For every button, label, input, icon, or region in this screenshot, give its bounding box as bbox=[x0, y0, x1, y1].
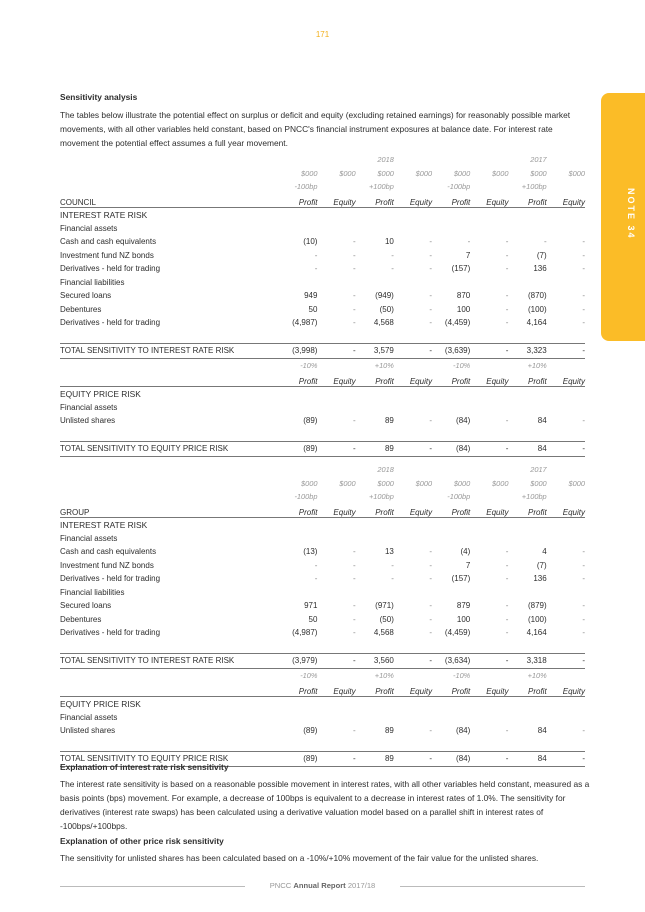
bp-minus: -100bp bbox=[447, 492, 471, 502]
cell-value: (3,639) bbox=[432, 344, 470, 359]
col-profit: Profit bbox=[356, 504, 394, 518]
spacer-row bbox=[60, 738, 585, 752]
col-profit: Profit bbox=[356, 683, 394, 697]
unit-label: $000 bbox=[339, 478, 356, 488]
cell-value: - bbox=[544, 237, 547, 247]
row-label: Secured loans bbox=[60, 601, 112, 611]
cell-value: (4,987) bbox=[292, 318, 318, 328]
cell-value: (50) bbox=[379, 614, 394, 624]
cell-value: - bbox=[505, 304, 509, 314]
total-row bbox=[60, 442, 585, 457]
group-interest-rate-table bbox=[60, 463, 585, 669]
pct-minus: -10% bbox=[300, 671, 318, 681]
explain-other-text: The sensitivity for unlisted shares has been calculated based on a -10%/+10% movement of the fair value for the unlisted shares. bbox=[60, 853, 539, 863]
cell-value: (4) bbox=[460, 547, 471, 557]
footer-org: PNCC bbox=[269, 881, 292, 890]
cell-value: - bbox=[352, 628, 356, 638]
table-row bbox=[60, 235, 585, 249]
cell-value: (879) bbox=[527, 601, 547, 611]
cell-value: 50 bbox=[308, 614, 318, 624]
cell-value: 89 bbox=[356, 752, 394, 767]
bp-minus: -100bp bbox=[294, 492, 318, 502]
total-row bbox=[60, 344, 585, 359]
row-label: TOTAL SENSITIVITY TO INTEREST RATE RISK bbox=[60, 344, 279, 359]
col-profit: Profit bbox=[279, 194, 317, 208]
col-profit: Profit bbox=[508, 373, 546, 387]
cell-value: - bbox=[505, 318, 509, 328]
cell-value: - bbox=[505, 726, 509, 736]
year-2017: 2017 bbox=[530, 155, 547, 165]
row-label: Secured loans bbox=[60, 291, 112, 301]
row-label: TOTAL SENSITIVITY TO EQUITY PRICE RISK bbox=[60, 752, 279, 767]
table-row bbox=[60, 303, 585, 317]
cell-value: - bbox=[505, 416, 509, 426]
cell-value: - bbox=[582, 291, 585, 301]
cell-value: - bbox=[505, 574, 509, 584]
table-row bbox=[60, 414, 585, 428]
row-label: Investment fund NZ bonds bbox=[60, 250, 154, 260]
cell-value: - bbox=[582, 601, 585, 611]
pct-plus: +10% bbox=[374, 361, 394, 371]
note-tab bbox=[601, 93, 645, 341]
cell-value: 84 bbox=[537, 416, 547, 426]
unit-label: $000 bbox=[492, 168, 509, 178]
cell-value: (84) bbox=[456, 416, 471, 426]
unit-label: $000 bbox=[453, 168, 471, 178]
cell-value: 136 bbox=[533, 264, 547, 274]
cell-value: - bbox=[582, 560, 585, 570]
cell-value: 4,568 bbox=[373, 628, 394, 638]
col-equity: Equity bbox=[547, 373, 585, 387]
cell-value: - bbox=[429, 291, 433, 301]
sensitivity-title: Sensitivity analysis bbox=[60, 92, 138, 102]
bp-plus: +100bp bbox=[521, 182, 547, 192]
cell-value: 50 bbox=[308, 304, 318, 314]
cell-value: - bbox=[547, 442, 585, 457]
cell-value: - bbox=[582, 250, 585, 260]
cell-value: - bbox=[391, 250, 394, 260]
table-row bbox=[60, 724, 585, 738]
cell-value: 89 bbox=[384, 726, 394, 736]
cell-value: - bbox=[582, 574, 585, 584]
cell-value: - bbox=[470, 442, 508, 457]
financial-assets-heading: Financial assets bbox=[60, 402, 118, 412]
cell-value: - bbox=[352, 726, 356, 736]
table-row bbox=[60, 316, 585, 330]
cell-value: (50) bbox=[379, 304, 394, 314]
cell-value: (4,459) bbox=[444, 628, 471, 638]
cell-value: (100) bbox=[527, 614, 547, 624]
cell-value: 7 bbox=[465, 250, 471, 260]
cell-value: (84) bbox=[456, 726, 471, 736]
row-label: Derivatives - held for trading bbox=[60, 628, 161, 638]
col-profit: Profit bbox=[279, 504, 317, 518]
col-profit: Profit bbox=[508, 504, 546, 518]
footer-year: 2017/18 bbox=[347, 881, 376, 890]
bp-minus: -100bp bbox=[447, 182, 471, 192]
cell-value: - bbox=[314, 574, 318, 584]
cell-value: 870 bbox=[456, 291, 471, 301]
table-row bbox=[60, 545, 585, 559]
bp-minus: -100bp bbox=[294, 182, 318, 192]
row-label: Cash and cash equivalents bbox=[60, 547, 157, 557]
row-label: Unlisted shares bbox=[60, 416, 116, 426]
cell-value: - bbox=[314, 560, 318, 570]
cell-value: (84) bbox=[432, 752, 470, 767]
unit-label: $000 bbox=[301, 478, 318, 488]
cell-value: - bbox=[429, 304, 433, 314]
cell-value: - bbox=[429, 264, 433, 274]
col-equity: Equity bbox=[394, 683, 432, 697]
col-equity: Equity bbox=[394, 373, 432, 387]
cell-value: (7) bbox=[536, 560, 547, 570]
col-profit: Profit bbox=[432, 683, 470, 697]
cell-value: (870) bbox=[527, 291, 547, 301]
cell-value: 84 bbox=[537, 726, 547, 736]
cell-value: 3,318 bbox=[508, 654, 546, 669]
cell-value: 4,164 bbox=[526, 628, 547, 638]
cell-value: 949 bbox=[304, 291, 318, 301]
interest-rate-risk-heading: INTEREST RATE RISK bbox=[60, 209, 148, 220]
col-equity: Equity bbox=[317, 194, 355, 208]
footer bbox=[0, 881, 645, 890]
col-profit: Profit bbox=[279, 683, 317, 697]
col-equity: Equity bbox=[394, 194, 432, 208]
explain-ir-text: The interest rate sensitivity is based on a reasonable possible movement in interest rates, with all other variables held constant, measured as a basis points (bps) movement. For example, a decrease of 100bps is equivalent to a decrease in interest rates of 1.0%. The sensitivity for derivatives (interest rate swaps) has been calculated using a derivative valuation model based on a parallel shift in interest rates of -100bps/+100bps. bbox=[60, 779, 590, 831]
cell-value: 3,579 bbox=[356, 344, 394, 359]
cell-value: 3,323 bbox=[508, 344, 546, 359]
note-label: NOTE 34 bbox=[626, 188, 636, 240]
spacer-row bbox=[60, 428, 585, 442]
cell-value: - bbox=[505, 264, 509, 274]
footer-report: Annual Report bbox=[293, 881, 346, 890]
cell-value: - bbox=[429, 628, 433, 638]
equity-price-risk-heading: EQUITY PRICE RISK bbox=[60, 698, 141, 709]
unit-label: $000 bbox=[377, 478, 394, 488]
pct-minus: -10% bbox=[453, 361, 471, 371]
cell-value: (100) bbox=[527, 304, 547, 314]
cell-value: - bbox=[582, 628, 585, 638]
col-equity: Equity bbox=[470, 504, 508, 518]
col-equity: Equity bbox=[317, 683, 355, 697]
cell-value: - bbox=[352, 318, 356, 328]
col-profit: Profit bbox=[432, 504, 470, 518]
interest-rate-risk-heading: INTEREST RATE RISK bbox=[60, 519, 148, 530]
total-row bbox=[60, 654, 585, 669]
unit-label: $000 bbox=[492, 478, 509, 488]
bp-plus: +100bp bbox=[521, 492, 547, 502]
col-equity: Equity bbox=[470, 194, 508, 208]
cell-value: 3,560 bbox=[356, 654, 394, 669]
cell-value: - bbox=[429, 574, 433, 584]
cell-value: - bbox=[394, 654, 432, 669]
cell-value: 971 bbox=[304, 601, 318, 611]
cell-value: (10) bbox=[303, 237, 318, 247]
cell-value: - bbox=[547, 752, 585, 767]
col-equity: Equity bbox=[470, 683, 508, 697]
cell-value: - bbox=[352, 601, 356, 611]
cell-value: - bbox=[582, 547, 585, 557]
cell-value: (89) bbox=[279, 442, 317, 457]
cell-value: - bbox=[505, 237, 509, 247]
cell-value: 10 bbox=[384, 237, 394, 247]
cell-value: - bbox=[317, 442, 355, 457]
year-2018: 2018 bbox=[377, 465, 394, 475]
table-row bbox=[60, 572, 585, 586]
col-profit: Profit bbox=[432, 373, 470, 387]
cell-value: - bbox=[582, 264, 585, 274]
cell-value: - bbox=[352, 237, 356, 247]
table-row bbox=[60, 599, 585, 613]
page-number: 171 bbox=[315, 30, 330, 39]
row-label: Derivatives - held for trading bbox=[60, 264, 161, 274]
cell-value: 4,164 bbox=[526, 318, 547, 328]
cell-value: - bbox=[429, 614, 433, 624]
financial-assets-heading: Financial assets bbox=[60, 533, 118, 543]
cell-value: 7 bbox=[465, 560, 471, 570]
cell-value: (89) bbox=[303, 416, 318, 426]
row-label: Derivatives - held for trading bbox=[60, 318, 161, 328]
col-equity: Equity bbox=[394, 504, 432, 518]
cell-value: - bbox=[582, 318, 585, 328]
cell-value: - bbox=[505, 547, 509, 557]
cell-value: - bbox=[505, 601, 509, 611]
cell-value: - bbox=[429, 547, 433, 557]
cell-value: (4,459) bbox=[444, 318, 471, 328]
cell-value: 89 bbox=[356, 442, 394, 457]
col-equity: Equity bbox=[547, 504, 585, 518]
cell-value: (3,634) bbox=[432, 654, 470, 669]
cell-value: - bbox=[429, 560, 433, 570]
row-label: Derivatives - held for trading bbox=[60, 574, 161, 584]
cell-value: - bbox=[470, 752, 508, 767]
row-label: TOTAL SENSITIVITY TO INTEREST RATE RISK bbox=[60, 654, 279, 669]
cell-value: 100 bbox=[456, 304, 471, 314]
cell-value: - bbox=[352, 264, 356, 274]
unit-label: $000 bbox=[568, 168, 585, 178]
unit-label: $000 bbox=[530, 168, 547, 178]
col-equity: Equity bbox=[317, 504, 355, 518]
col-profit: Profit bbox=[432, 194, 470, 208]
cell-value: - bbox=[352, 547, 356, 557]
cell-value: - bbox=[352, 560, 356, 570]
spacer-row bbox=[60, 640, 585, 654]
cell-value: - bbox=[429, 237, 433, 247]
cell-value: (89) bbox=[303, 726, 318, 736]
row-label: Debentures bbox=[60, 304, 102, 314]
cell-value: - bbox=[352, 291, 356, 301]
cell-value: - bbox=[505, 628, 509, 638]
cell-value: (949) bbox=[375, 291, 394, 301]
explain-ir-title: Explanation of interest rate risk sensitivity bbox=[60, 762, 229, 772]
cell-value: 136 bbox=[533, 574, 547, 584]
cell-value: (3,979) bbox=[279, 654, 317, 669]
row-label: Investment fund NZ bonds bbox=[60, 560, 154, 570]
table-row bbox=[60, 262, 585, 276]
cell-value: - bbox=[352, 416, 356, 426]
cell-value: - bbox=[582, 614, 585, 624]
table-row bbox=[60, 559, 585, 573]
cell-value: - bbox=[505, 250, 509, 260]
unit-label: $000 bbox=[301, 168, 318, 178]
row-label: Cash and cash equivalents bbox=[60, 237, 157, 247]
cell-value: (3,998) bbox=[279, 344, 317, 359]
cell-value: - bbox=[352, 574, 356, 584]
cell-value: - bbox=[582, 304, 585, 314]
cell-value: - bbox=[394, 442, 432, 457]
cell-value: - bbox=[429, 601, 433, 611]
year-2018: 2018 bbox=[377, 155, 394, 165]
cell-value: (84) bbox=[432, 442, 470, 457]
equity-price-risk-heading: EQUITY PRICE RISK bbox=[60, 388, 141, 399]
cell-value: - bbox=[470, 344, 508, 359]
col-profit: Profit bbox=[279, 373, 317, 387]
unit-label: $000 bbox=[415, 168, 433, 178]
cell-value: - bbox=[391, 574, 394, 584]
cell-value: - bbox=[582, 237, 585, 247]
cell-value: - bbox=[429, 250, 433, 260]
cell-value: (4,987) bbox=[292, 628, 318, 638]
cell-value: (157) bbox=[451, 264, 471, 274]
council-equity-price-table bbox=[60, 359, 585, 457]
col-equity: Equity bbox=[547, 683, 585, 697]
table-row bbox=[60, 613, 585, 627]
group-label: GROUP bbox=[60, 504, 279, 518]
cell-value: 89 bbox=[384, 416, 394, 426]
unit-label: $000 bbox=[453, 478, 471, 488]
cell-value: - bbox=[582, 726, 585, 736]
cell-value: 84 bbox=[508, 442, 546, 457]
council-label: COUNCIL bbox=[60, 194, 279, 208]
cell-value: 4 bbox=[542, 547, 547, 557]
cell-value: 879 bbox=[456, 601, 471, 611]
unit-label: $000 bbox=[377, 168, 394, 178]
pct-plus: +10% bbox=[527, 671, 547, 681]
unit-label: $000 bbox=[568, 478, 585, 488]
cell-value: - bbox=[317, 344, 355, 359]
cell-value: (13) bbox=[303, 547, 318, 557]
year-2017: 2017 bbox=[530, 465, 547, 475]
table-row bbox=[60, 289, 585, 303]
cell-value: - bbox=[547, 654, 585, 669]
financial-liabilities-heading: Financial liabilities bbox=[60, 277, 125, 287]
col-profit: Profit bbox=[508, 683, 546, 697]
cell-value: - bbox=[391, 264, 394, 274]
cell-value: 84 bbox=[508, 752, 546, 767]
cell-value: (157) bbox=[451, 574, 471, 584]
cell-value: - bbox=[317, 654, 355, 669]
cell-value: - bbox=[394, 752, 432, 767]
cell-value: - bbox=[429, 318, 433, 328]
intro-paragraph: The tables below illustrate the potential effect on surplus or deficit and equity (excluding retained earnings) for reasonably possible market movements, with all other variables held constant, based on PNCC's financial instrument exposures at balance date. For interest rate movement the potential effect assumes a full year movement. bbox=[60, 110, 571, 148]
cell-value: - bbox=[470, 654, 508, 669]
col-equity: Equity bbox=[470, 373, 508, 387]
cell-value: - bbox=[391, 560, 394, 570]
cell-value: (7) bbox=[536, 250, 547, 260]
cell-value: - bbox=[352, 614, 356, 624]
cell-value: - bbox=[505, 614, 509, 624]
col-equity: Equity bbox=[547, 194, 585, 208]
cell-value: 100 bbox=[456, 614, 471, 624]
cell-value: - bbox=[352, 250, 356, 260]
pct-plus: +10% bbox=[527, 361, 547, 371]
col-profit: Profit bbox=[508, 194, 546, 208]
financial-liabilities-heading: Financial liabilities bbox=[60, 587, 125, 597]
cell-value: - bbox=[467, 237, 471, 247]
pct-minus: -10% bbox=[453, 671, 471, 681]
row-label: Unlisted shares bbox=[60, 726, 116, 736]
cell-value: - bbox=[429, 416, 433, 426]
col-profit: Profit bbox=[356, 194, 394, 208]
cell-value: - bbox=[352, 304, 356, 314]
cell-value: - bbox=[394, 344, 432, 359]
unit-label: $000 bbox=[415, 478, 433, 488]
cell-value: - bbox=[505, 560, 509, 570]
row-label: TOTAL SENSITIVITY TO EQUITY PRICE RISK bbox=[60, 442, 279, 457]
unit-label: $000 bbox=[339, 168, 356, 178]
cell-value: (971) bbox=[375, 601, 394, 611]
financial-assets-heading: Financial assets bbox=[60, 223, 118, 233]
row-label: Debentures bbox=[60, 614, 102, 624]
cell-value: - bbox=[317, 752, 355, 767]
unit-label: $000 bbox=[530, 478, 547, 488]
spacer-row bbox=[60, 330, 585, 344]
cell-value: (89) bbox=[279, 752, 317, 767]
financial-assets-heading: Financial assets bbox=[60, 712, 118, 722]
pct-minus: -10% bbox=[300, 361, 318, 371]
group-equity-price-table bbox=[60, 669, 585, 767]
council-interest-rate-table bbox=[60, 153, 585, 359]
explain-other-title: Explanation of other price risk sensitivity bbox=[60, 836, 224, 846]
cell-value: 13 bbox=[384, 547, 394, 557]
bp-plus: +100bp bbox=[368, 182, 394, 192]
table-row bbox=[60, 626, 585, 640]
cell-value: - bbox=[547, 344, 585, 359]
cell-value: - bbox=[505, 291, 509, 301]
cell-value: - bbox=[582, 416, 585, 426]
col-equity: Equity bbox=[317, 373, 355, 387]
cell-value: 4,568 bbox=[373, 318, 394, 328]
cell-value: - bbox=[314, 250, 318, 260]
table-row bbox=[60, 249, 585, 263]
cell-value: - bbox=[429, 726, 433, 736]
col-profit: Profit bbox=[356, 373, 394, 387]
cell-value: - bbox=[314, 264, 318, 274]
bp-plus: +100bp bbox=[368, 492, 394, 502]
pct-plus: +10% bbox=[374, 671, 394, 681]
